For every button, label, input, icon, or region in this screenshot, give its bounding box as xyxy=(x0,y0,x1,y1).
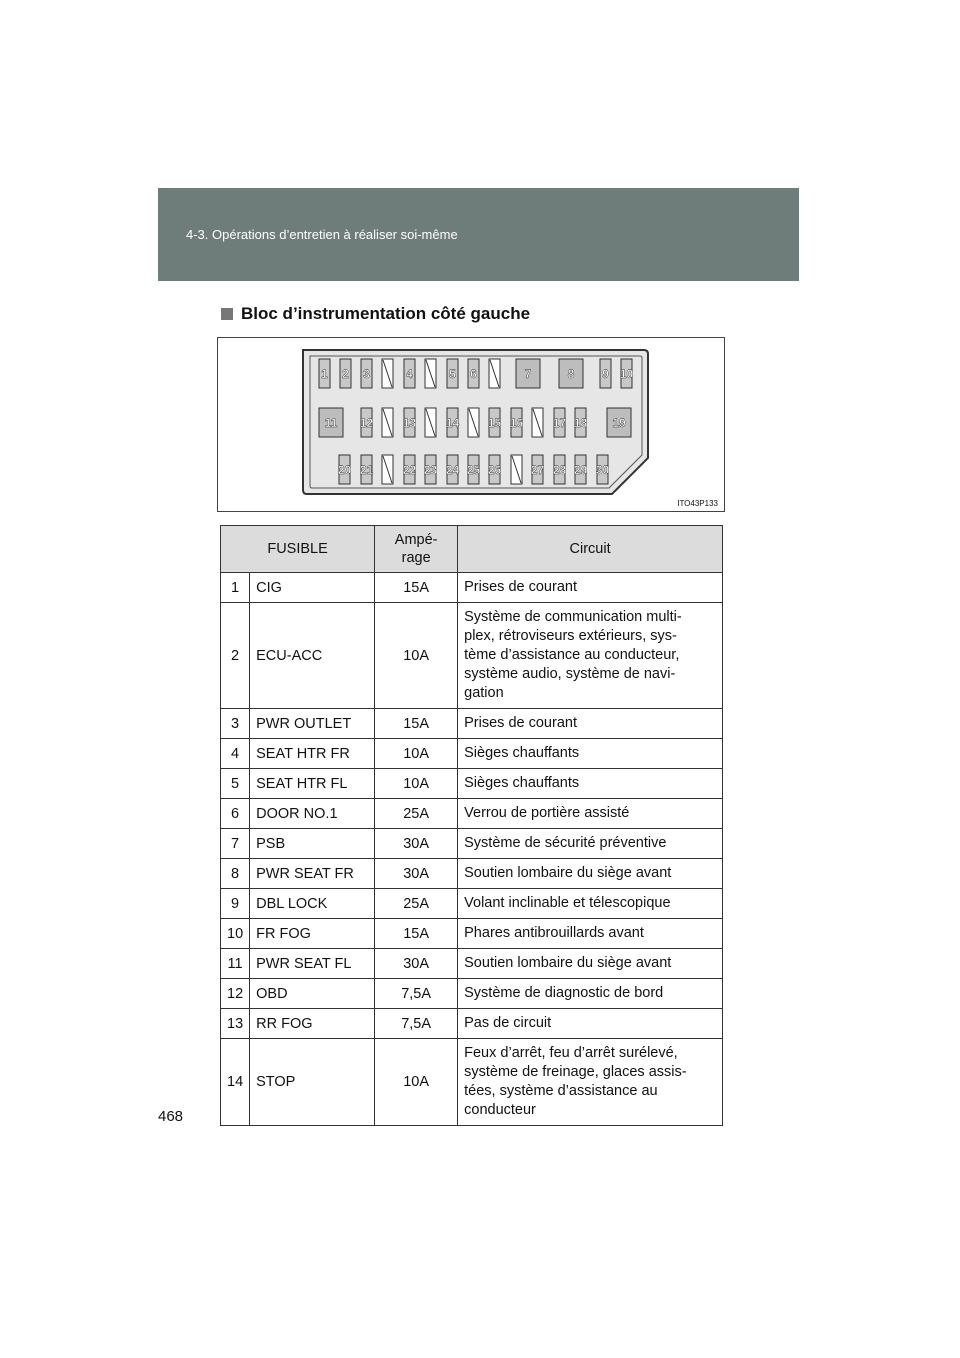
fuse-number: 11 xyxy=(221,949,250,979)
fuse-label: 30 xyxy=(595,463,610,477)
fuse-name: RR FOG xyxy=(250,1009,375,1039)
fuse-label: 17 xyxy=(552,416,567,430)
fuse-amperage: 7,5A xyxy=(375,979,458,1009)
fuse-circuit: Feux d’arrêt, feu d’arrêt surélevé, système de freinage, glaces assis- tées, système d’assistance au conducteur xyxy=(458,1039,723,1126)
fuse-name: SEAT HTR FR xyxy=(250,739,375,769)
page-number: 468 xyxy=(158,1108,184,1125)
fuse-label: 12 xyxy=(359,416,374,430)
fuse-amperage: 7,5A xyxy=(375,1009,458,1039)
fuse-label: 27 xyxy=(530,463,545,477)
table-row xyxy=(221,799,723,829)
table-row xyxy=(221,769,723,799)
fuse-number: 14 xyxy=(221,1039,250,1126)
fuse-amperage: 30A xyxy=(375,859,458,889)
fuse-number: 12 xyxy=(221,979,250,1009)
figure-code: ITO43P133 xyxy=(677,499,718,508)
fuse-circuit: Soutien lombaire du siège avant xyxy=(458,859,723,889)
fuse-label: 26 xyxy=(487,463,502,477)
fuse-circuit: Système de communication multi- plex, rétroviseurs extérieurs, sys- tème d’assistance au conducteur, système audio, système de navi- gation xyxy=(458,603,723,709)
fuse-label: 9 xyxy=(602,367,609,381)
fuse-amperage: 15A xyxy=(375,919,458,949)
table-header-row xyxy=(221,526,723,573)
fuse-circuit: Sièges chauffants xyxy=(458,769,723,799)
fuse-name: STOP xyxy=(250,1039,375,1126)
fuse-label: 11 xyxy=(324,416,338,430)
table-row xyxy=(221,829,723,859)
fuse-name: FR FOG xyxy=(250,919,375,949)
fuse-label: 18 xyxy=(573,416,588,430)
table-row xyxy=(221,1039,723,1126)
header-circuit: Circuit xyxy=(458,526,723,573)
fuse-amperage: 10A xyxy=(375,1039,458,1126)
fuse-label: 22 xyxy=(402,463,417,477)
fuse-name: PWR SEAT FR xyxy=(250,859,375,889)
fuse-label: 4 xyxy=(406,367,413,381)
fuse-box-diagram xyxy=(217,337,725,512)
fuse-label: 7 xyxy=(524,367,532,381)
fuse-number: 10 xyxy=(221,919,250,949)
table-row xyxy=(221,919,723,949)
fuse-circuit: Pas de circuit xyxy=(458,1009,723,1039)
fuse-label: 5 xyxy=(449,367,456,381)
fuse-label: 28 xyxy=(552,463,567,477)
chapter-title: 4-3. Opérations d’entretien à réaliser soi-même xyxy=(186,227,458,242)
fuse-name: PWR OUTLET xyxy=(250,709,375,739)
header-amperage-text: Ampé- rage xyxy=(394,532,438,566)
fuse-number: 5 xyxy=(221,769,250,799)
fuse-label: 23 xyxy=(423,463,438,477)
table-row xyxy=(221,979,723,1009)
fuse-circuit: Prises de courant xyxy=(458,709,723,739)
fuse-label: 24 xyxy=(445,463,460,477)
fuse-circuit: Système de sécurité préventive xyxy=(458,829,723,859)
fuse-circuit: Prises de courant xyxy=(458,573,723,603)
fuse-label: 15 xyxy=(487,416,502,430)
table-row xyxy=(221,603,723,709)
fuse-label: 1 xyxy=(321,367,328,381)
fuse-label: 3 xyxy=(363,367,370,381)
fuse-name: OBD xyxy=(250,979,375,1009)
fuse-circuit: Soutien lombaire du siège avant xyxy=(458,949,723,979)
fuse-label: 25 xyxy=(466,463,481,477)
fuse-box-svg xyxy=(218,338,724,511)
fuse-table xyxy=(220,525,723,1126)
fuse-name: CIG xyxy=(250,573,375,603)
fuse-label: 6 xyxy=(470,367,477,381)
fuse-label: 20 xyxy=(337,463,352,477)
fuse-name: PWR SEAT FL xyxy=(250,949,375,979)
fuse-label: 21 xyxy=(359,463,374,477)
fuse-label: 19 xyxy=(612,416,626,430)
fuse-circuit: Volant inclinable et télescopique xyxy=(458,889,723,919)
fuse-circuit: Phares antibrouillards avant xyxy=(458,919,723,949)
fuse-amperage: 25A xyxy=(375,889,458,919)
fuse-label: 14 xyxy=(445,416,460,430)
fuse-label: 2 xyxy=(342,367,349,381)
fuse-number: 2 xyxy=(221,603,250,709)
fuse-name: DBL LOCK xyxy=(250,889,375,919)
table-row xyxy=(221,949,723,979)
fuse-circuit: Sièges chauffants xyxy=(458,739,723,769)
fuse-name: PSB xyxy=(250,829,375,859)
fuse-amperage: 10A xyxy=(375,603,458,709)
fuse-amperage: 10A xyxy=(375,769,458,799)
fuse-number: 13 xyxy=(221,1009,250,1039)
fuse-number: 6 xyxy=(221,799,250,829)
fuse-label: 16 xyxy=(509,416,524,430)
fuse-amperage: 30A xyxy=(375,829,458,859)
fuse-number: 9 xyxy=(221,889,250,919)
fuse-label: 8 xyxy=(567,367,575,381)
section-title-text: Bloc d’instrumentation côté gauche xyxy=(241,304,531,323)
fuse-number: 7 xyxy=(221,829,250,859)
fuse-label: 29 xyxy=(573,463,588,477)
table-row xyxy=(221,859,723,889)
fuse-amperage: 25A xyxy=(375,799,458,829)
fuse-number: 3 xyxy=(221,709,250,739)
table-row xyxy=(221,573,723,603)
fuse-amperage: 15A xyxy=(375,709,458,739)
fuse-amperage: 15A xyxy=(375,573,458,603)
section-title xyxy=(221,304,530,324)
fuse-amperage: 30A xyxy=(375,949,458,979)
fuse-circuit: Système de diagnostic de bord xyxy=(458,979,723,1009)
square-bullet-icon xyxy=(221,308,233,320)
table-row xyxy=(221,1009,723,1039)
fuse-number: 1 xyxy=(221,573,250,603)
fuse-name: SEAT HTR FL xyxy=(250,769,375,799)
fuse-label: 13 xyxy=(402,416,417,430)
fuse-label: 10 xyxy=(619,367,634,381)
fuse-number: 4 xyxy=(221,739,250,769)
fuse-circuit: Verrou de portière assisté xyxy=(458,799,723,829)
fuse-name: ECU-ACC xyxy=(250,603,375,709)
table-row xyxy=(221,709,723,739)
chapter-header-band xyxy=(158,188,799,281)
fuse-name: DOOR NO.1 xyxy=(250,799,375,829)
fuse-number: 8 xyxy=(221,859,250,889)
header-fuse: FUSIBLE xyxy=(221,526,375,573)
table-row xyxy=(221,739,723,769)
header-amperage xyxy=(375,526,458,573)
table-row xyxy=(221,889,723,919)
fuse-amperage: 10A xyxy=(375,739,458,769)
